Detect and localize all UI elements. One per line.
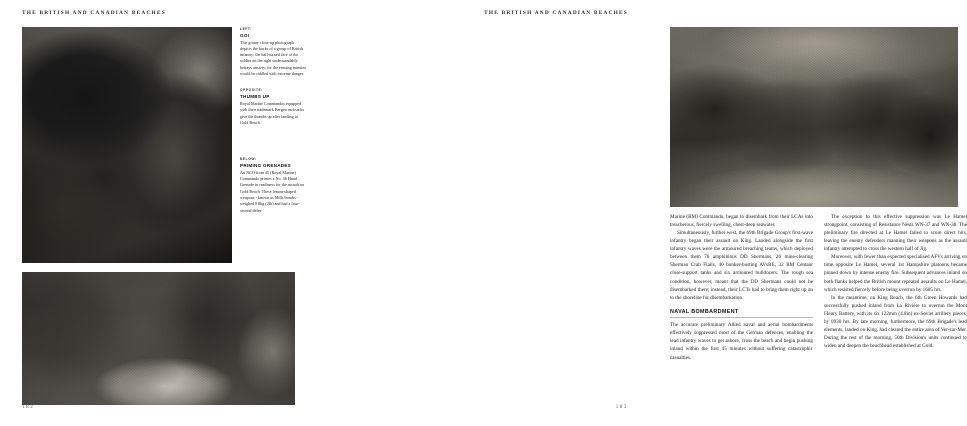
caption-kicker: OPPOSITE:	[240, 88, 263, 93]
paragraph: The accurate preliminary Allied naval and aerial bombardments effectively suppressed most of the German defences, enabling the lead infantry waves to get ashore, cross the beach and begin pushing inland within the first 45 minutes without suffering catastrophic casualties.	[670, 322, 813, 361]
caption-kicker: BELOW:	[240, 157, 257, 162]
left-page	[0, 0, 325, 426]
caption-column	[240, 27, 306, 225]
photo-vignette-overlay	[22, 27, 232, 263]
caption-title: PRIMING GRENADES	[240, 162, 291, 168]
section-heading-naval-bombardment: NAVAL BOMBARDMENT	[670, 309, 813, 318]
thumbs-up-photograph	[670, 27, 958, 207]
caption-priming-grenades	[240, 157, 306, 214]
paragraph: The exception to this effective suppression was Le Hamel strongpoint, consisting of Resistance Nests WN-37 and WN-38. The preliminary fire directed at Le Hamel failed to score direct hits, leaving the enemy defenders manning their weapons as the assault infantry attempted to cross the western half of Jig.	[824, 214, 967, 253]
photo-vignette-overlay	[670, 27, 958, 207]
caption-body: This grainy close-up photograph depicts the backs of a group of British infantry; the half-turned face of the soldier on the right understandably betrays anxiety, for the ensuing minutes would be riddled with extreme danger.	[240, 39, 306, 77]
caption-body: Royal Marine Commandos equipped with their trademark Bergen rucksacks give the thumbs up after landing at Gold Beach.	[240, 100, 305, 125]
caption-thumbs-up	[240, 88, 306, 126]
folio-left: 182	[22, 405, 35, 410]
caption-go	[240, 27, 306, 77]
folio-right: 183	[615, 405, 628, 410]
caption-body: An NCO from 45 (Royal Marine) Commando primes a No. 36 Hand Grenade in readiness for the assault on Gold Beach. These lemon-shaped weapons - known as Mills bombs - weighed 0.8kg (2lb) and had a four-second delay.	[240, 169, 305, 213]
caption-kicker: LEFT:	[240, 27, 252, 31]
running-head-left: THE BRITISH AND CANADIAN BEACHES	[22, 10, 166, 16]
priming-grenades-photograph	[22, 272, 295, 405]
paragraph: Moreover, with fewer than expected specialised AFVs arriving on time opposite Le Hamel, several 1st Hampshire platoons became pinned down by intense enemy fire. Subsequent advances inland on both flanks helped the British mount repeated assaults on Le Hamel, which resisted fiercely before being overrun by 1605 hrs.	[824, 254, 967, 293]
running-head-right: THE BRITISH AND CANADIAN BEACHES	[484, 10, 628, 16]
go-photograph	[22, 27, 232, 263]
paragraph: In the meantime, on King Beach, the 6th Green Howards had successfully pushed inland from La Rivière to overrun the Mont Fleury Battery, with its six 122mm (4.8in) ex-Soviet artillery pieces, by 0930 hrs. By late morning, furthermore, the 69th Brigade's lead elements, landed on King, had cleared the entire area of Ver-sur-Mer. During the rest of the morning, 50th Division's units continued to widen and deepen the beachhead established at Gold.	[824, 294, 967, 349]
paragraph: Marine (RM) Commando, began to disembark from their LCAs into treacherous, fiercely swelling, chest-deep seawater.	[670, 214, 813, 229]
right-page	[325, 0, 967, 426]
photo-vignette-overlay	[22, 272, 295, 405]
paragraph: Simultaneously, further west, the 69th Brigade Group's first-wave infantry began their assault on King. Landed alongside the first infantry waves were the armoured breaching teams, which deployed between them 76 amphibious DD Shermans, 26 mine-clearing Sherman Crab Flails, 40 bunker-busting AVsRE, 32 RM Centaur close-support tanks and six armoured bulldozers. The rough sea condition, however, meant that the DD Shermans could not be disembarked there; instead, their LCTs had to bring them right up on to the shoreline for disembarkation.	[670, 230, 813, 301]
body-column-one	[670, 213, 813, 362]
body-column-two	[824, 213, 967, 350]
caption-title: GO!	[240, 32, 250, 38]
caption-title: THUMBS UP	[240, 93, 270, 99]
